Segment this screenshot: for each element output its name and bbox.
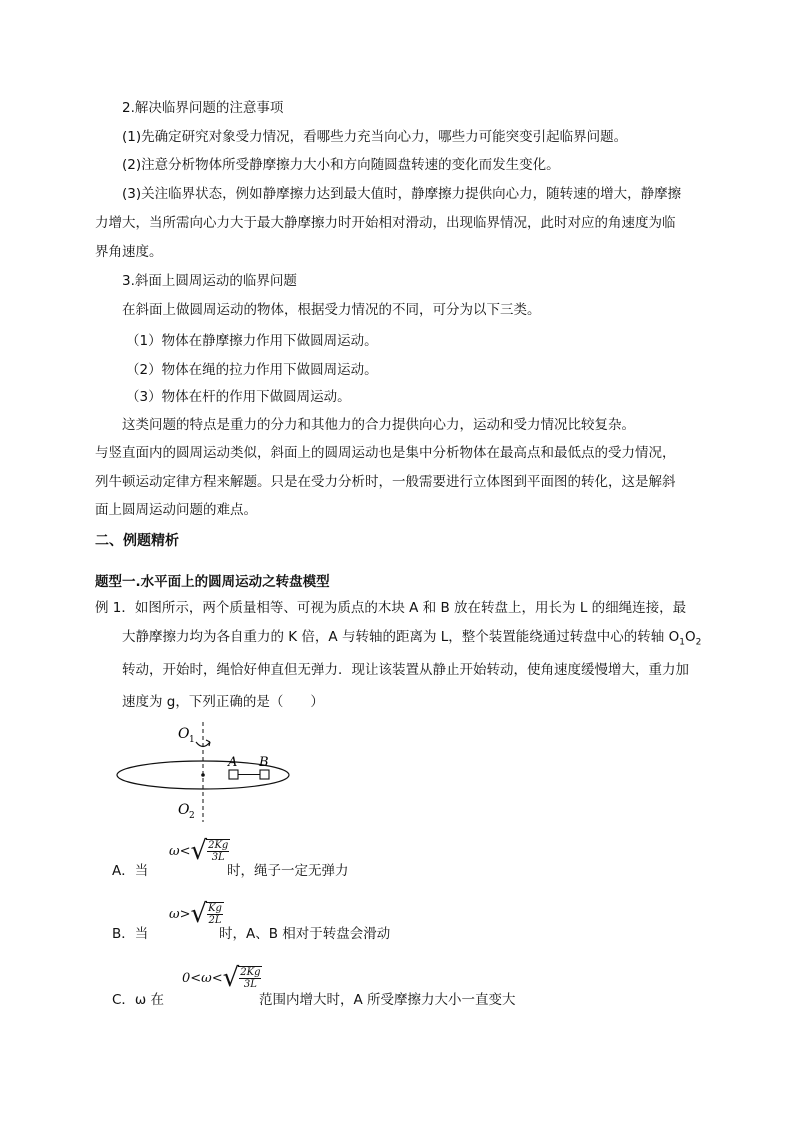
option-c-text: 范围内增大时，A 所受摩擦力大小一直变大: [259, 992, 516, 1008]
option-a-numerator: 2Kg: [208, 840, 229, 851]
disk-center-point: [201, 773, 205, 777]
sqrt-icon: √: [222, 963, 240, 993]
section3-paragraph-line3: 列牛顿运动定律方程来解题。只是在受力分析时，一般需要进行立体图到平面图的转化，这是解斜: [95, 474, 676, 490]
label-b: B: [259, 755, 269, 770]
example1-o2: O: [684, 629, 696, 645]
option-c-relation: 0<ω<: [182, 970, 223, 986]
label-o2-sub: 2: [189, 811, 195, 821]
option-c-denominator: 3L: [243, 979, 257, 990]
section3-paragraph-line2: 与竖直面内的圆周运动类似，斜面上的圆周运动也是集中分析物体在最高点和最低点的受力情况，: [95, 445, 676, 461]
option-c-numerator: 2Kg: [240, 967, 261, 978]
option-a-formula: [169, 838, 230, 864]
section2-title: 2.解决临界问题的注意事项: [122, 100, 284, 116]
section3-paragraph-line4: 面上圆周运动问题的难点。: [95, 502, 257, 518]
section3-case2: （2）物体在绳的拉力作用下做圆周运动。: [126, 362, 378, 378]
option-c-formula: [182, 965, 262, 991]
option-a-denominator: 3L: [211, 852, 225, 863]
label-a: A: [228, 755, 238, 770]
section3-paragraph-line1: 这类问题的特点是重力的分力和其他力的合力提供向心力，运动和受力情况比较复杂。: [122, 417, 635, 433]
section2-item1: (1)先确定研究对象受力情况，看哪些力充当向心力，哪些力可能突变引起临界问题。: [122, 129, 628, 145]
section3-case1: （1）物体在静摩擦力作用下做圆周运动。: [126, 333, 378, 349]
option-a-label: A．当: [112, 863, 149, 879]
section2-item2: (2)注意分析物体所受静摩擦力大小和方向随圆盘转速的变化而发生变化。: [122, 157, 560, 173]
section3-title: 3.斜面上圆周运动的临界问题: [122, 273, 297, 289]
sqrt-icon: √: [190, 899, 208, 929]
example1-line1: 例 1．如图所示，两个质量相等、可视为质点的木块 A 和 B 放在转盘上，用长为 L 的细绳连接，最: [95, 600, 687, 616]
label-o1: O: [178, 726, 190, 742]
label-o2: O: [178, 802, 190, 818]
turntable-figure: [110, 718, 300, 826]
example1-line2-text: 大静摩擦力均为各自重力的 K 倍，A 与转轴的距离为 L，整个装置能绕通过转盘中心的转轴 O: [122, 629, 680, 645]
section3-intro: 在斜面上做圆周运动的物体，根据受力情况的不同，可分为以下三类。: [122, 302, 541, 318]
type1-heading: 题型一.水平面上的圆周运动之转盘模型: [95, 574, 330, 590]
part2-heading: 二、例题精析: [95, 533, 179, 549]
block-a: [229, 770, 238, 779]
option-b-relation: ω>: [169, 906, 191, 922]
option-b-denominator: 2L: [208, 915, 222, 926]
option-c-label: C．ω 在: [112, 992, 165, 1008]
option-b-numerator: Kg: [208, 903, 222, 914]
option-a-sqrt: [191, 838, 231, 864]
example1-line4: 速度为 g，下列正确的是（ ）: [122, 694, 324, 710]
example1-o2-sub: 2: [695, 637, 702, 648]
sqrt-icon: √: [190, 836, 208, 866]
option-b-formula: [169, 901, 224, 927]
option-b-label: B．当: [112, 926, 149, 942]
example1-o1-sub: 1: [679, 637, 685, 648]
section2-item3-line3: 界角速度。: [95, 244, 163, 260]
section2-item3-line2: 力增大，当所需向心力大于最大静摩擦力时开始相对滑动，出现临界情况，此时对应的角速度为临: [95, 215, 676, 231]
option-a-relation: ω<: [169, 843, 191, 859]
option-a-text: 时，绳子一定无弹力: [227, 863, 349, 879]
label-o1-sub: 1: [189, 735, 195, 745]
section2-item3-line1: (3)关注临界状态，例如静摩擦力达到最大值时，静摩擦力提供向心力，随转速的增大，静摩擦: [122, 186, 682, 202]
example1-line3: 转动，开始时，绳恰好伸直但无弹力．现让该装置从静止开始转动，使角速度缓慢增大，重力加: [122, 662, 689, 678]
section3-case3: （3）物体在杆的作用下做圆周运动。: [126, 389, 351, 405]
option-c-sqrt: [223, 965, 263, 991]
example1-line2: [122, 627, 701, 653]
block-b: [260, 770, 269, 779]
option-b-text: 时，A、B 相对于转盘会滑动: [219, 926, 391, 942]
